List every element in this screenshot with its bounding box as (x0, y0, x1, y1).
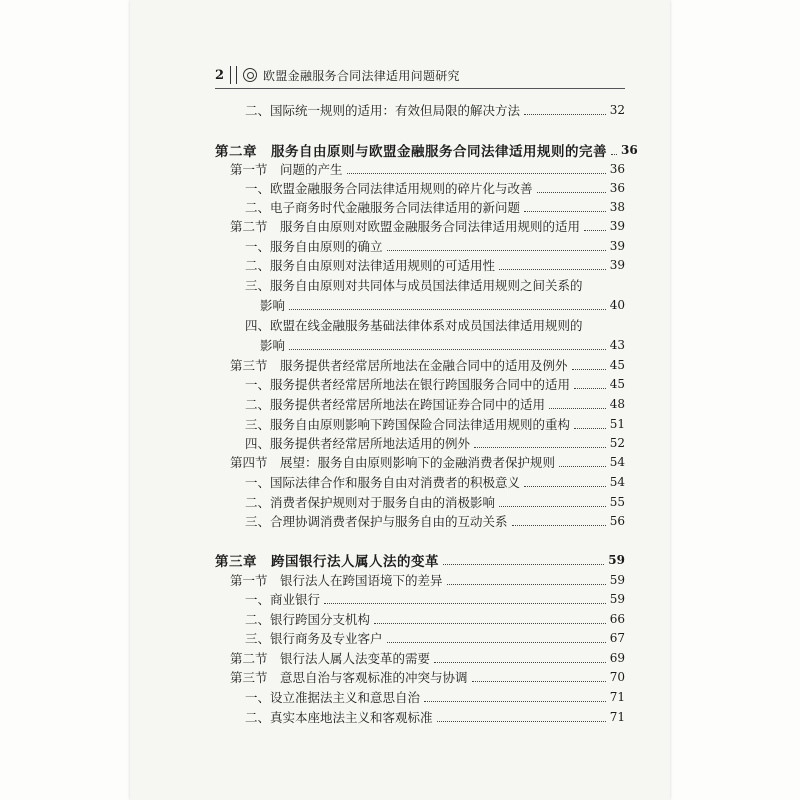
toc-entry-page: 45 (609, 377, 625, 391)
toc-entry-page: 59 (609, 573, 625, 587)
toc-entry-title: 一、服务自由原则的确立 (245, 239, 383, 254)
toc-entry-page: 39 (609, 258, 625, 272)
toc-leader (574, 419, 606, 429)
toc-entry-page: 36 (621, 143, 638, 157)
toc-entry-title: 第一节 银行法人在跨国语境下的差异 (230, 573, 443, 588)
toc-entry-continuation (260, 334, 625, 356)
toc-entry-title: 第三节 意思自治与客观标准的冲突与协调 (230, 670, 468, 685)
toc-entry-title: 一、服务提供者经常居所地法在银行跨国服务合同中的适用 (245, 377, 571, 392)
toc-leader (387, 241, 606, 251)
toc-leader (524, 202, 606, 212)
toc-entry-title: 二、国际统一规则的适用：有效但局限的解决方法 (245, 103, 521, 118)
toc-entry-page: 54 (609, 455, 625, 469)
toc-entry-title: 一、商业银行 (245, 592, 321, 607)
toc-leader (443, 555, 604, 565)
toc-leader (584, 221, 606, 231)
toc-entry-page: 59 (609, 592, 625, 606)
toc-entry-title: 第二章 服务自由原则与欧盟金融服务合同法律适用规则的完善 (215, 144, 607, 160)
toc-leader (549, 399, 606, 409)
toc-leader (437, 712, 606, 722)
toc-entry-page: 69 (609, 651, 625, 665)
toc-entry-page: 36 (609, 162, 625, 176)
toc-entry (245, 373, 625, 395)
toc-entry (245, 510, 625, 532)
toc-entry-title: 三、服务自由原则对共同体与成员国法律适用规则之间关系的 (245, 278, 583, 293)
toc-leader (499, 497, 606, 507)
toc-leader (512, 516, 606, 526)
toc-leader (574, 379, 606, 389)
toc-entry (245, 254, 625, 276)
toc-entry-page: 48 (609, 397, 625, 411)
toc-leader (289, 300, 606, 310)
toc-entry-title: 三、银行商务及专业客户 (245, 631, 383, 646)
toc-entry (245, 627, 625, 649)
toc-section (230, 666, 625, 688)
toc-entry-page: 45 (609, 358, 625, 372)
toc-entry-title: 第三节 服务提供者经常居所地法在金融合同中的适用及例外 (230, 358, 568, 373)
toc-entry (245, 471, 625, 493)
toc-entry-title: 第三章 跨国银行法人属人法的变革 (215, 554, 439, 570)
toc-entry-title: 第四节 展望：服务自由原则影响下的金融消费者保护规则 (230, 455, 556, 470)
toc-leader (499, 260, 606, 270)
toc-leader (572, 360, 606, 370)
toc-leader (474, 438, 606, 448)
toc-leader (524, 105, 606, 115)
toc-leader (447, 575, 606, 585)
toc-entry-page: 39 (609, 239, 625, 253)
book-title: 欧盟金融服务合同法律适用问题研究 (263, 68, 460, 83)
toc-leader (524, 477, 606, 487)
toc-leader (424, 692, 606, 702)
toc-entry-page: 67 (609, 631, 625, 645)
toc-entry-page: 36 (609, 181, 625, 195)
toc-entry-title: 四、欧盟在线金融服务基础法律体系对成员国法律适用规则的 (245, 318, 583, 333)
toc-entry-page: 70 (609, 670, 625, 684)
toc-entry-title: 二、消费者保护规则对于服务自由的消极影响 (245, 495, 496, 510)
toc-entry-page: 43 (609, 338, 625, 352)
toc-entry (245, 588, 625, 610)
toc-leader (611, 145, 617, 155)
toc-chapter (215, 549, 625, 571)
toc-entry-title: 二、银行跨国分支机构 (245, 612, 371, 627)
toc-entry (245, 706, 625, 728)
toc-section (230, 451, 625, 473)
toc-entry-page: 38 (609, 200, 625, 214)
toc-leader (537, 183, 606, 193)
toc-entry (245, 314, 583, 336)
toc-entry-title: 二、电子商务时代金融服务合同法律适用的新问题 (245, 200, 521, 215)
toc-section (230, 215, 625, 237)
toc-leader (347, 164, 606, 174)
toc-entry-page: 66 (609, 612, 625, 626)
toc-entry-title: 二、服务提供者经常居所地法在跨国证券合同中的适用 (245, 397, 546, 412)
toc-entry-title: 一、设立准据法主义和意思自治 (245, 690, 421, 705)
toc-entry-title: 二、真实本座地法主义和客观标准 (245, 710, 433, 725)
toc-entry-title: 第二节 服务自由原则对欧盟金融服务合同法律适用规则的适用 (230, 219, 581, 234)
toc-leader (289, 340, 606, 350)
toc-entry-title: 三、合理协调消费者保护与服务自由的互动关系 (245, 514, 508, 529)
toc-entry-title: 第一节 问题的产生 (230, 162, 343, 177)
toc-entry (245, 274, 583, 296)
page-number: 2 (215, 67, 225, 83)
toc-entry-continuation-text: 影响 (260, 338, 286, 353)
toc-entry-page: 56 (609, 514, 625, 528)
toc-leader (434, 653, 606, 663)
toc-entry-title: 一、国际法律合作和服务自由对消费者的积极意义 (245, 475, 521, 490)
toc-leader (374, 614, 606, 624)
toc-leader (472, 672, 606, 682)
toc-entry-page: 52 (609, 436, 625, 450)
toc-entry-page: 32 (609, 103, 625, 117)
toc-entry-continuation-text: 影响 (260, 298, 286, 313)
toc-leader (387, 633, 606, 643)
toc-entry-title: 三、服务自由原则影响下跨国保险合同法律适用规则的重构 (245, 417, 571, 432)
toc-entry-page: 51 (609, 417, 625, 431)
toc-entry-page: 59 (608, 553, 625, 567)
toc-entry-title: 第二节 银行法人属人法变革的需要 (230, 651, 431, 666)
toc-entry (245, 686, 625, 708)
toc-entry-title: 二、服务自由原则对法律适用规则的可适用性 (245, 258, 496, 273)
toc-entry-title: 一、欧盟金融服务合同法律适用规则的碎片化与改善 (245, 181, 533, 196)
toc-entry-page: 40 (609, 298, 625, 312)
toc-entry (245, 99, 625, 121)
toc-entry-page: 71 (609, 710, 625, 724)
toc-entry-page: 71 (609, 690, 625, 704)
toc-entry-page: 54 (609, 475, 625, 489)
toc-entry-continuation (260, 294, 625, 316)
toc-leader (559, 457, 606, 467)
toc-entry-page: 55 (609, 495, 625, 509)
toc-leader (324, 594, 606, 604)
toc-entry-title: 四、服务提供者经常居所地法适用的例外 (245, 436, 471, 451)
toc-entry (245, 393, 625, 415)
toc-entry-page: 39 (609, 219, 625, 233)
